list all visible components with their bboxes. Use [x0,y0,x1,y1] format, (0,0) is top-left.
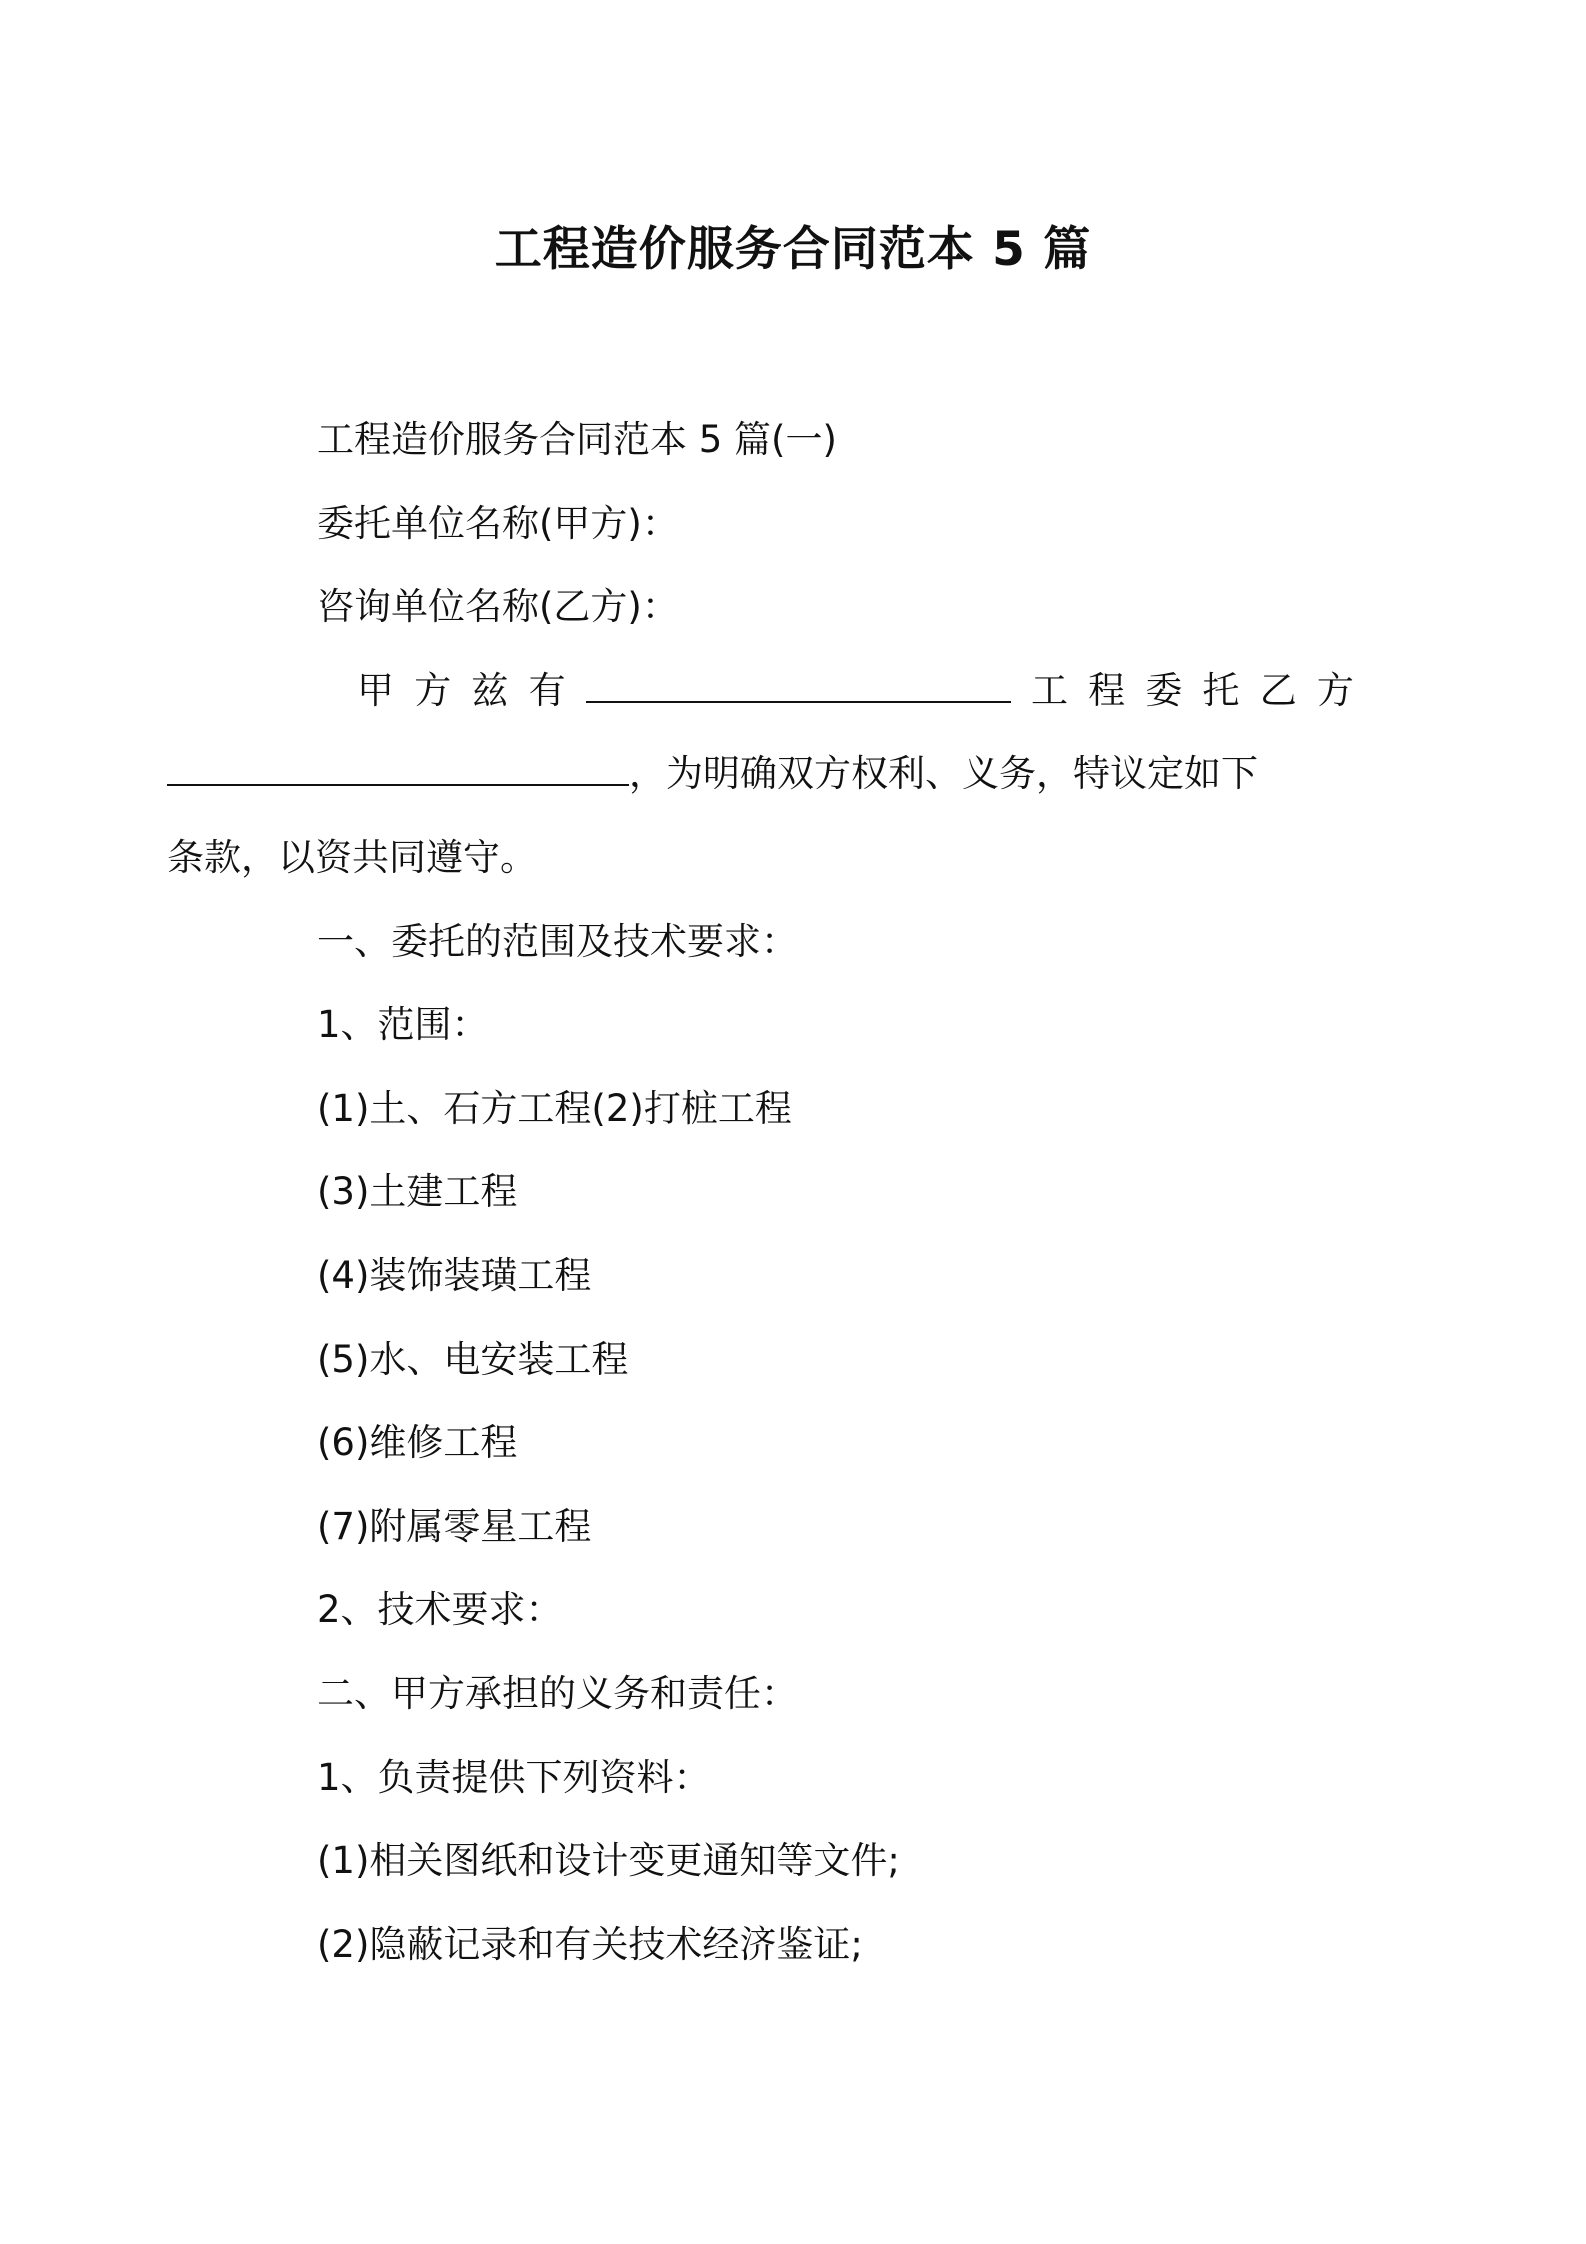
section-item: (6)维修工程 [317,1421,518,1465]
party-a-label: 委托单位名称(甲方)： [317,501,679,545]
section-item: (4)装饰装璜工程 [317,1253,592,1297]
intro-line-2-text: ，为明确双方权利、义务，特议定如下 [629,752,1258,796]
intro-char: 乙 [1259,668,1297,712]
party-b-label: 咨询单位名称(乙方)： [317,585,679,629]
intro-char: 甲 [357,668,394,712]
intro-char: 有 [528,668,566,712]
section-heading: 二、甲方承担的义务和责任： [317,1671,798,1715]
intro-line-3: 条款，以资共同遵守。 [167,835,537,879]
intro-char: 托 [1202,668,1240,712]
intro-char: 方 [414,668,452,712]
intro-char: 程 [1088,668,1126,712]
section-item: (1)土、石方工程(2)打桩工程 [317,1086,792,1130]
intro-char: 兹 [471,668,509,712]
section-item: (5)水、电安装工程 [317,1337,629,1381]
section-item: 2、技术要求： [317,1588,563,1632]
intro-line-1 [242,649,1354,733]
section-item: 1、范围： [317,1003,489,1047]
intro-char: 工 [1030,668,1068,712]
document-title: 工程造价服务合同范本 5 篇 [494,222,1092,277]
section-item: (7)附属零星工程 [317,1504,592,1548]
contract-subtitle: 工程造价服务合同范本 5 篇(一) [317,418,837,461]
section-item: (2)隐蔽记录和有关技术经济鉴证; [317,1922,863,1966]
intro-line-2 [167,732,1354,816]
intro-char: 委 [1145,668,1183,712]
service-scope-blank [167,752,629,786]
project-name-blank [586,669,1011,703]
section-item: 1、负责提供下列资料： [317,1755,711,1799]
section-heading: 一、委托的范围及技术要求： [317,919,798,963]
section-item: (1)相关图纸和设计变更通知等文件; [317,1839,900,1883]
intro-char: 方 [1316,668,1354,712]
document-body [167,398,1354,1986]
section-item: (3)土建工程 [317,1170,518,1214]
